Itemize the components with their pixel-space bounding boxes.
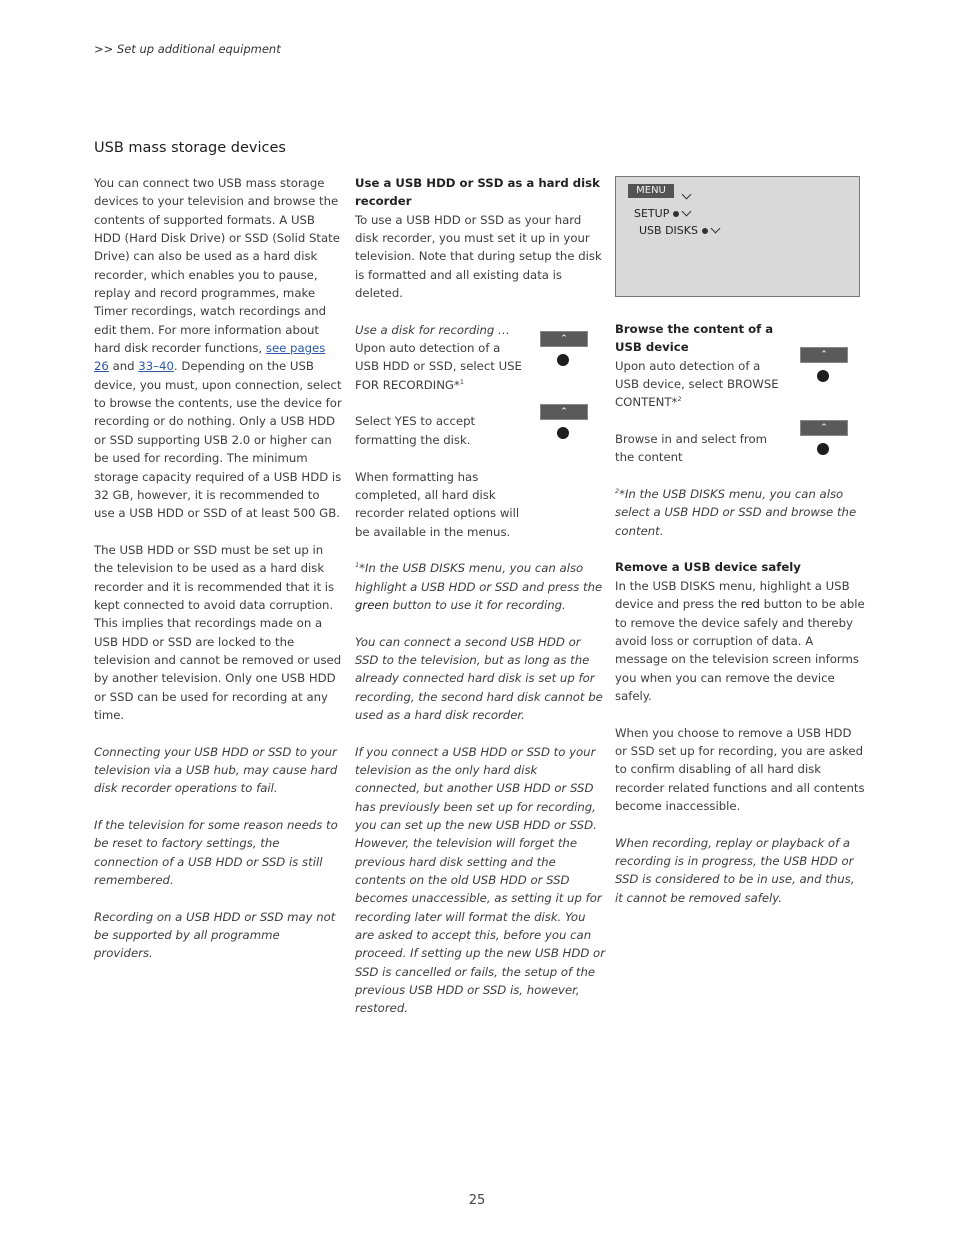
step-use-for-recording: Use a disk for recording … Upon auto detection of a USB HDD or SSD, select USE FOR RECORDING*$^1$ ⌃	[355, 321, 605, 394]
previous-disk-note: If you connect a USB HDD or SSD to your television as the only hard disk connected, but another USB HDD or SSD has previously been set up for recording, you can set up the new USB HDD or SSD. However, the television will forget the previous hard disk setting and the contents on the old USB HDD or SSD becomes unaccessible, as setting it up for recording later will format the disk. You are asked to accept this, before you can proceed. If setting up the new USB HDD or SSD is cancelled or fails, the setup of the previous USB HDD or SSD is, however, restored.	[355, 744, 606, 1016]
step-formatting-complete: When formatting has completed, all hard disk recorder related options will be available in the menus.	[355, 469, 520, 539]
step-browse-content: Upon auto detection of a USB device, select BROWSE CONTENT*$^2$ ⌃	[615, 357, 865, 412]
bullet-icon	[673, 211, 679, 217]
pages-33-40-link[interactable]: 33–40	[138, 359, 174, 374]
step-browse-select: Browse in and select from the content ⌃	[615, 430, 865, 467]
remove-paragraph: Remove a USB device safely In the USB DISKS menu, highlight a USB device and press the red button to be able to remove the device safely and thereby avoid loss or corruption of data. A message on the television screen informs you when you can remove the device safely.	[615, 560, 865, 703]
step-accept-format: Select YES to accept formatting the disk. ⌃	[355, 412, 605, 449]
column-browse-remove	[615, 320, 865, 925]
up-down-arrows-icon: ⌃	[800, 420, 848, 436]
up-down-arrows-icon: ⌃	[800, 347, 848, 363]
provider-note: Recording on a USB HDD or SSD may not be supported by all programme providers.	[94, 909, 336, 961]
remote-control-icon	[800, 420, 848, 455]
section-title: USB mass storage devices	[94, 140, 286, 156]
center-button-icon	[817, 443, 829, 455]
chevron-down-icon	[711, 224, 721, 234]
breadcrumb: >> Set up additional equipment	[94, 42, 281, 56]
footnote-2: $^2$*In the USB DISKS menu, you can also select a USB HDD or SSD and browse the content.	[615, 487, 857, 538]
disk-subheading: Use a disk for recording …	[355, 322, 510, 337]
remote-control-icon	[540, 331, 588, 366]
column-hard-disk-recorder	[355, 174, 605, 1036]
chevron-down-icon	[682, 190, 692, 200]
setup-paragraph: The USB HDD or SSD must be set up in the television to be used as a hard disk recorder and it is recommended that it is kept connected to avoid data corruption. This implies that recordings made on a USB HDD or SSD are locked to the television and cannot be removed or used by another television. Only one USB HDD or SSD can be used for recording at any time.	[94, 542, 342, 722]
hdd-intro: Use a USB HDD or SSD as a hard disk recorder To use a USB HDD or SSD as your hard disk recorder, you must set it up in your television. Note that during setup the disk is formatted and all existing data is deleted.	[355, 174, 605, 302]
remove-recording-paragraph: When you choose to remove a USB HDD or SSD set up for recording, you are asked to confirm disabling of all hard disk recorder related functions and all contents become inaccessible.	[615, 725, 865, 813]
menu-item-usb-disks: USB DISKS	[639, 224, 719, 237]
center-button-icon	[557, 427, 569, 439]
bullet-icon	[702, 228, 708, 234]
remote-control-icon	[800, 347, 848, 382]
up-down-arrows-icon: ⌃	[540, 404, 588, 420]
remote-control-icon	[540, 404, 588, 439]
up-down-arrows-icon: ⌃	[540, 331, 588, 347]
second-disk-note: You can connect a second USB HDD or SSD to the television, but as long as the already connected hard disk is set up for recording, the second hard disk cannot be used as a hard disk recorder.	[355, 634, 603, 722]
in-use-note: When recording, replay or playback of a recording is in progress, the USB HDD or SSD is considered to be in use, and thus, it cannot be removed safely.	[615, 835, 855, 905]
center-button-icon	[817, 370, 829, 382]
intro-paragraph: You can connect two USB mass storage devices to your television and browse the contents of supported formats. A USB HDD (Hard Disk Drive) or SSD (Solid State Drive) can also be used as a hard disk recorder, which enables you to pause, replay and record programmes, make Timer recordings, watch recordings and edit them. For more information about hard disk recorder functions, see pages 26 and 33–40. Depending on the USB device, you must, upon connection, select to browse the contents, use the device for recording or do nothing. Only a USB HDD or SSD supporting USB 2.0 or higher can be used for recording. The minimum storage capacity required of a USB HDD is 32 GB, however, it is recommended to use a USB HDD or SSD of at least 500 GB.	[94, 176, 342, 521]
browse-heading: Browse the content of a USB device	[615, 322, 774, 355]
chevron-down-icon	[682, 207, 692, 217]
menu-tag: MENU	[628, 184, 674, 198]
factory-reset-note: If the television for some reason needs to be reset to factory settings, the connection of a USB HDD or SSD is still remembered.	[94, 818, 338, 888]
page-number: 25	[468, 1193, 486, 1208]
menu-item-setup: SETUP	[634, 207, 690, 220]
menu-screen	[615, 176, 860, 297]
center-button-icon	[557, 354, 569, 366]
column-intro	[94, 174, 342, 981]
hdd-heading: Use a USB HDD or SSD as a hard disk recorder	[355, 176, 600, 209]
footnote-1: $^1$*In the USB DISKS menu, you can also highlight a USB HDD or SSD and press the green button to use it for recording.	[355, 561, 603, 612]
usb-hub-note: Connecting your USB HDD or SSD to your television via a USB hub, may cause hard disk recorder operations to fail.	[94, 744, 338, 796]
remove-heading: Remove a USB device safely	[615, 560, 801, 575]
see-pages-26-link[interactable]: see pages 26	[94, 341, 326, 374]
